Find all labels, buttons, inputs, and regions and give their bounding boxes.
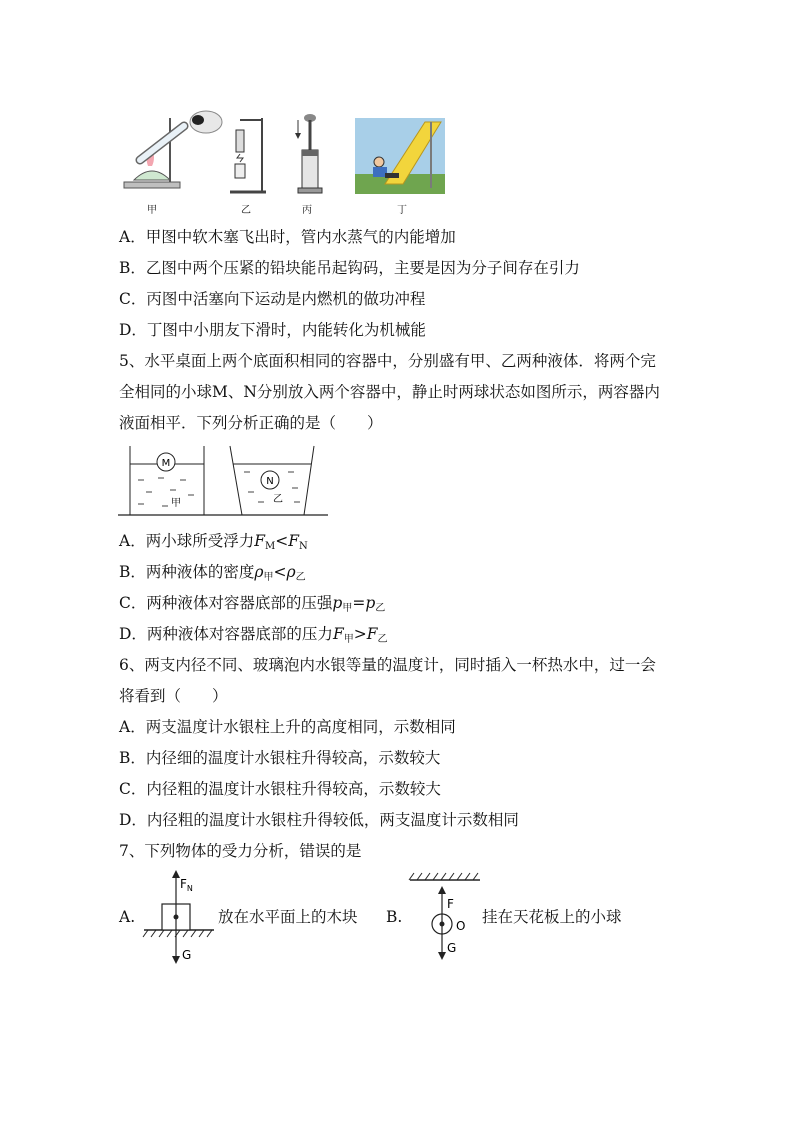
figure-two-containers bbox=[118, 440, 332, 520]
center-o-label: O bbox=[456, 919, 466, 933]
q5-stem-line-2: 全相同的小球M、N分别放入两个容器中，静止时两球状态如图所示，两容器内 bbox=[119, 383, 660, 401]
q7-option-b-letter: B. bbox=[386, 908, 403, 926]
q5-stem-line-1: 5、水平桌面上两个底面积相同的容器中，分别盛有甲、乙两种液体．将两个完 bbox=[119, 352, 656, 370]
figure-ball-forces bbox=[406, 872, 486, 964]
q5-option-a: A．两小球所受浮力$F_M<F_N$ bbox=[119, 532, 308, 552]
ball-n-label: N bbox=[266, 476, 274, 487]
figure-alcohol-lamp-test-tube bbox=[118, 108, 228, 198]
figure-lead-blocks bbox=[228, 116, 268, 198]
figure-block-forces bbox=[140, 868, 220, 968]
q6-option-a: A．两支温度计水银柱上升的高度相同，示数相同 bbox=[119, 718, 456, 736]
q6-option-d: D．内径粗的温度计水银柱升得较低，两支温度计示数相同 bbox=[119, 811, 519, 829]
figure-child-slide bbox=[355, 118, 445, 194]
q5-option-b: B．两种液体的密度$\rho_甲<\rho_乙$ bbox=[119, 563, 306, 583]
q6-option-c: C．内径粗的温度计水银柱升得较高，示数较大 bbox=[119, 780, 441, 798]
force-g-label-a: G bbox=[182, 948, 192, 962]
force-fn-label: $F_N$ bbox=[180, 877, 193, 893]
q4-option-c: C．丙图中活塞向下运动是内燃机的做功冲程 bbox=[119, 290, 426, 308]
q5-stem-line-3: 液面相平．下列分析正确的是（ ） bbox=[119, 414, 383, 432]
q6-stem-line-1: 6、两支内径不同、玻璃泡内水银等量的温度计，同时插入一杯热水中，过一会 bbox=[119, 656, 656, 674]
ball-m-label: M bbox=[161, 458, 171, 469]
caption-ding: 丁 bbox=[397, 205, 407, 216]
force-g-label-b: G bbox=[447, 941, 457, 955]
caption-yi: 乙 bbox=[241, 205, 251, 216]
q7-option-a-text: 放在水平面上的木块 bbox=[218, 908, 358, 926]
liquid-yi-label: 乙 bbox=[273, 494, 283, 505]
q4-option-a: A．甲图中软木塞飞出时，管内水蒸气的内能增加 bbox=[119, 228, 456, 246]
caption-bing: 丙 bbox=[302, 205, 312, 216]
q7-stem: 7、下列物体的受力分析，错误的是 bbox=[119, 842, 362, 860]
q5-option-c: C．两种液体对容器底部的压强$p_甲=p_乙$ bbox=[119, 594, 386, 614]
q5-option-d: D．两种液体对容器底部的压力$F_甲>F_乙$ bbox=[119, 625, 388, 645]
caption-jia: 甲 bbox=[147, 205, 157, 216]
q6-option-b: B．内径细的温度计水银柱升得较高，示数较大 bbox=[119, 749, 441, 767]
force-f-label: F bbox=[447, 897, 454, 911]
q6-stem-line-2: 将看到（ ） bbox=[119, 687, 228, 705]
q4-option-d: D．丁图中小朋友下滑时，内能转化为机械能 bbox=[119, 321, 426, 339]
figure-piston-cylinder bbox=[290, 110, 326, 198]
liquid-jia-label: 甲 bbox=[171, 498, 181, 509]
q4-option-b: B．乙图中两个压紧的铅块能吊起钩码，主要是因为分子间存在引力 bbox=[119, 259, 580, 277]
q7-option-b-text: 挂在天花板上的小球 bbox=[482, 908, 622, 926]
q7-option-a-letter: A. bbox=[119, 908, 136, 926]
